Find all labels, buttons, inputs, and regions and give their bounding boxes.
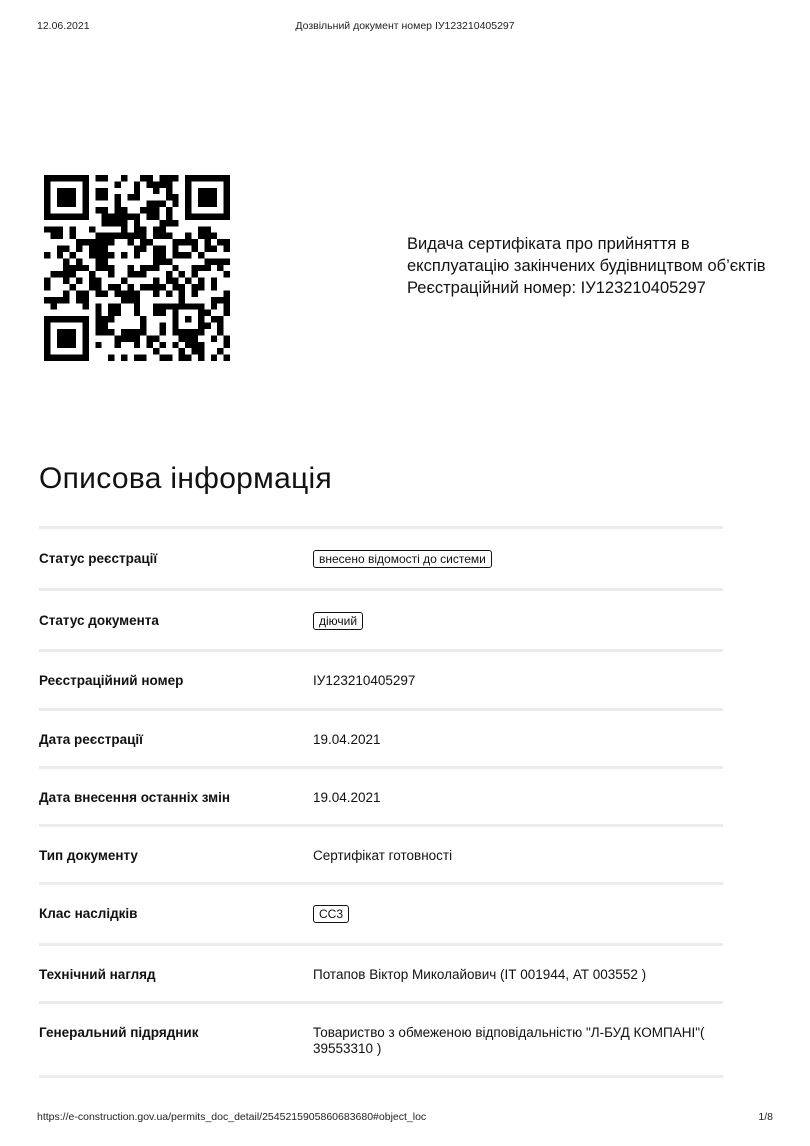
field-label: Дата внесення останніх змін xyxy=(39,790,231,805)
field-row xyxy=(39,1004,723,1078)
field-row xyxy=(39,885,723,946)
field-value xyxy=(313,612,723,630)
field-row xyxy=(39,711,723,769)
page-number: 1/8 xyxy=(758,1111,773,1123)
field-value: Потапов Віктор Миколайович (ІТ 001944, АТ 003552 ) xyxy=(313,967,647,982)
field-row xyxy=(39,529,723,591)
field-value: Сертифікат готовності xyxy=(313,848,453,863)
field-label: Статус документа xyxy=(39,613,159,628)
field-row xyxy=(39,946,723,1004)
field-label: Клас наслідків xyxy=(39,906,138,921)
info-table xyxy=(39,526,723,1078)
field-value: Товариство з обмеженою відповідальністю "Л-БУД КОМПАНІ"( 39553310 ) xyxy=(313,1025,705,1056)
field-value: 19.04.2021 xyxy=(313,790,381,805)
field-label: Статус реєстрації xyxy=(39,551,158,566)
field-value: ІУ123210405297 xyxy=(313,673,416,688)
print-document-title: Дозвільний документ номер ІУ123210405297 xyxy=(295,20,515,32)
field-value xyxy=(313,550,723,568)
print-footer xyxy=(37,1111,773,1125)
print-date: 12.06.2021 xyxy=(37,20,90,32)
field-value: 19.04.2021 xyxy=(313,732,381,747)
field-label: Технічний нагляд xyxy=(39,967,156,982)
status-badge: внесено відомості до системи xyxy=(313,550,492,568)
consequence-class-badge: СС3 xyxy=(313,905,349,923)
field-label: Генеральний підрядник xyxy=(39,1025,199,1040)
status-badge: діючий xyxy=(313,612,363,630)
section-title: Описова інформація xyxy=(39,462,333,495)
print-url: https://e-construction.gov.ua/permits_doc_detail/2545215905860683680#object_loc xyxy=(37,1111,427,1123)
field-row xyxy=(39,652,723,711)
field-value xyxy=(313,905,723,923)
field-row xyxy=(39,769,723,827)
print-header xyxy=(37,20,773,34)
field-label: Дата реєстрації xyxy=(39,732,143,747)
document-registration-number: Реєстраційний номер: ІУ123210405297 xyxy=(407,279,706,297)
document-heading xyxy=(407,233,787,299)
field-row xyxy=(39,827,723,885)
field-label: Тип документу xyxy=(39,848,138,863)
qr-code-icon xyxy=(44,175,230,361)
field-label: Реєстраційний номер xyxy=(39,673,184,688)
field-row xyxy=(39,591,723,652)
document-service-title: Видача сертифіката про прийняття в експлуатацію закінчених будівництвом об’єктів xyxy=(407,235,766,275)
